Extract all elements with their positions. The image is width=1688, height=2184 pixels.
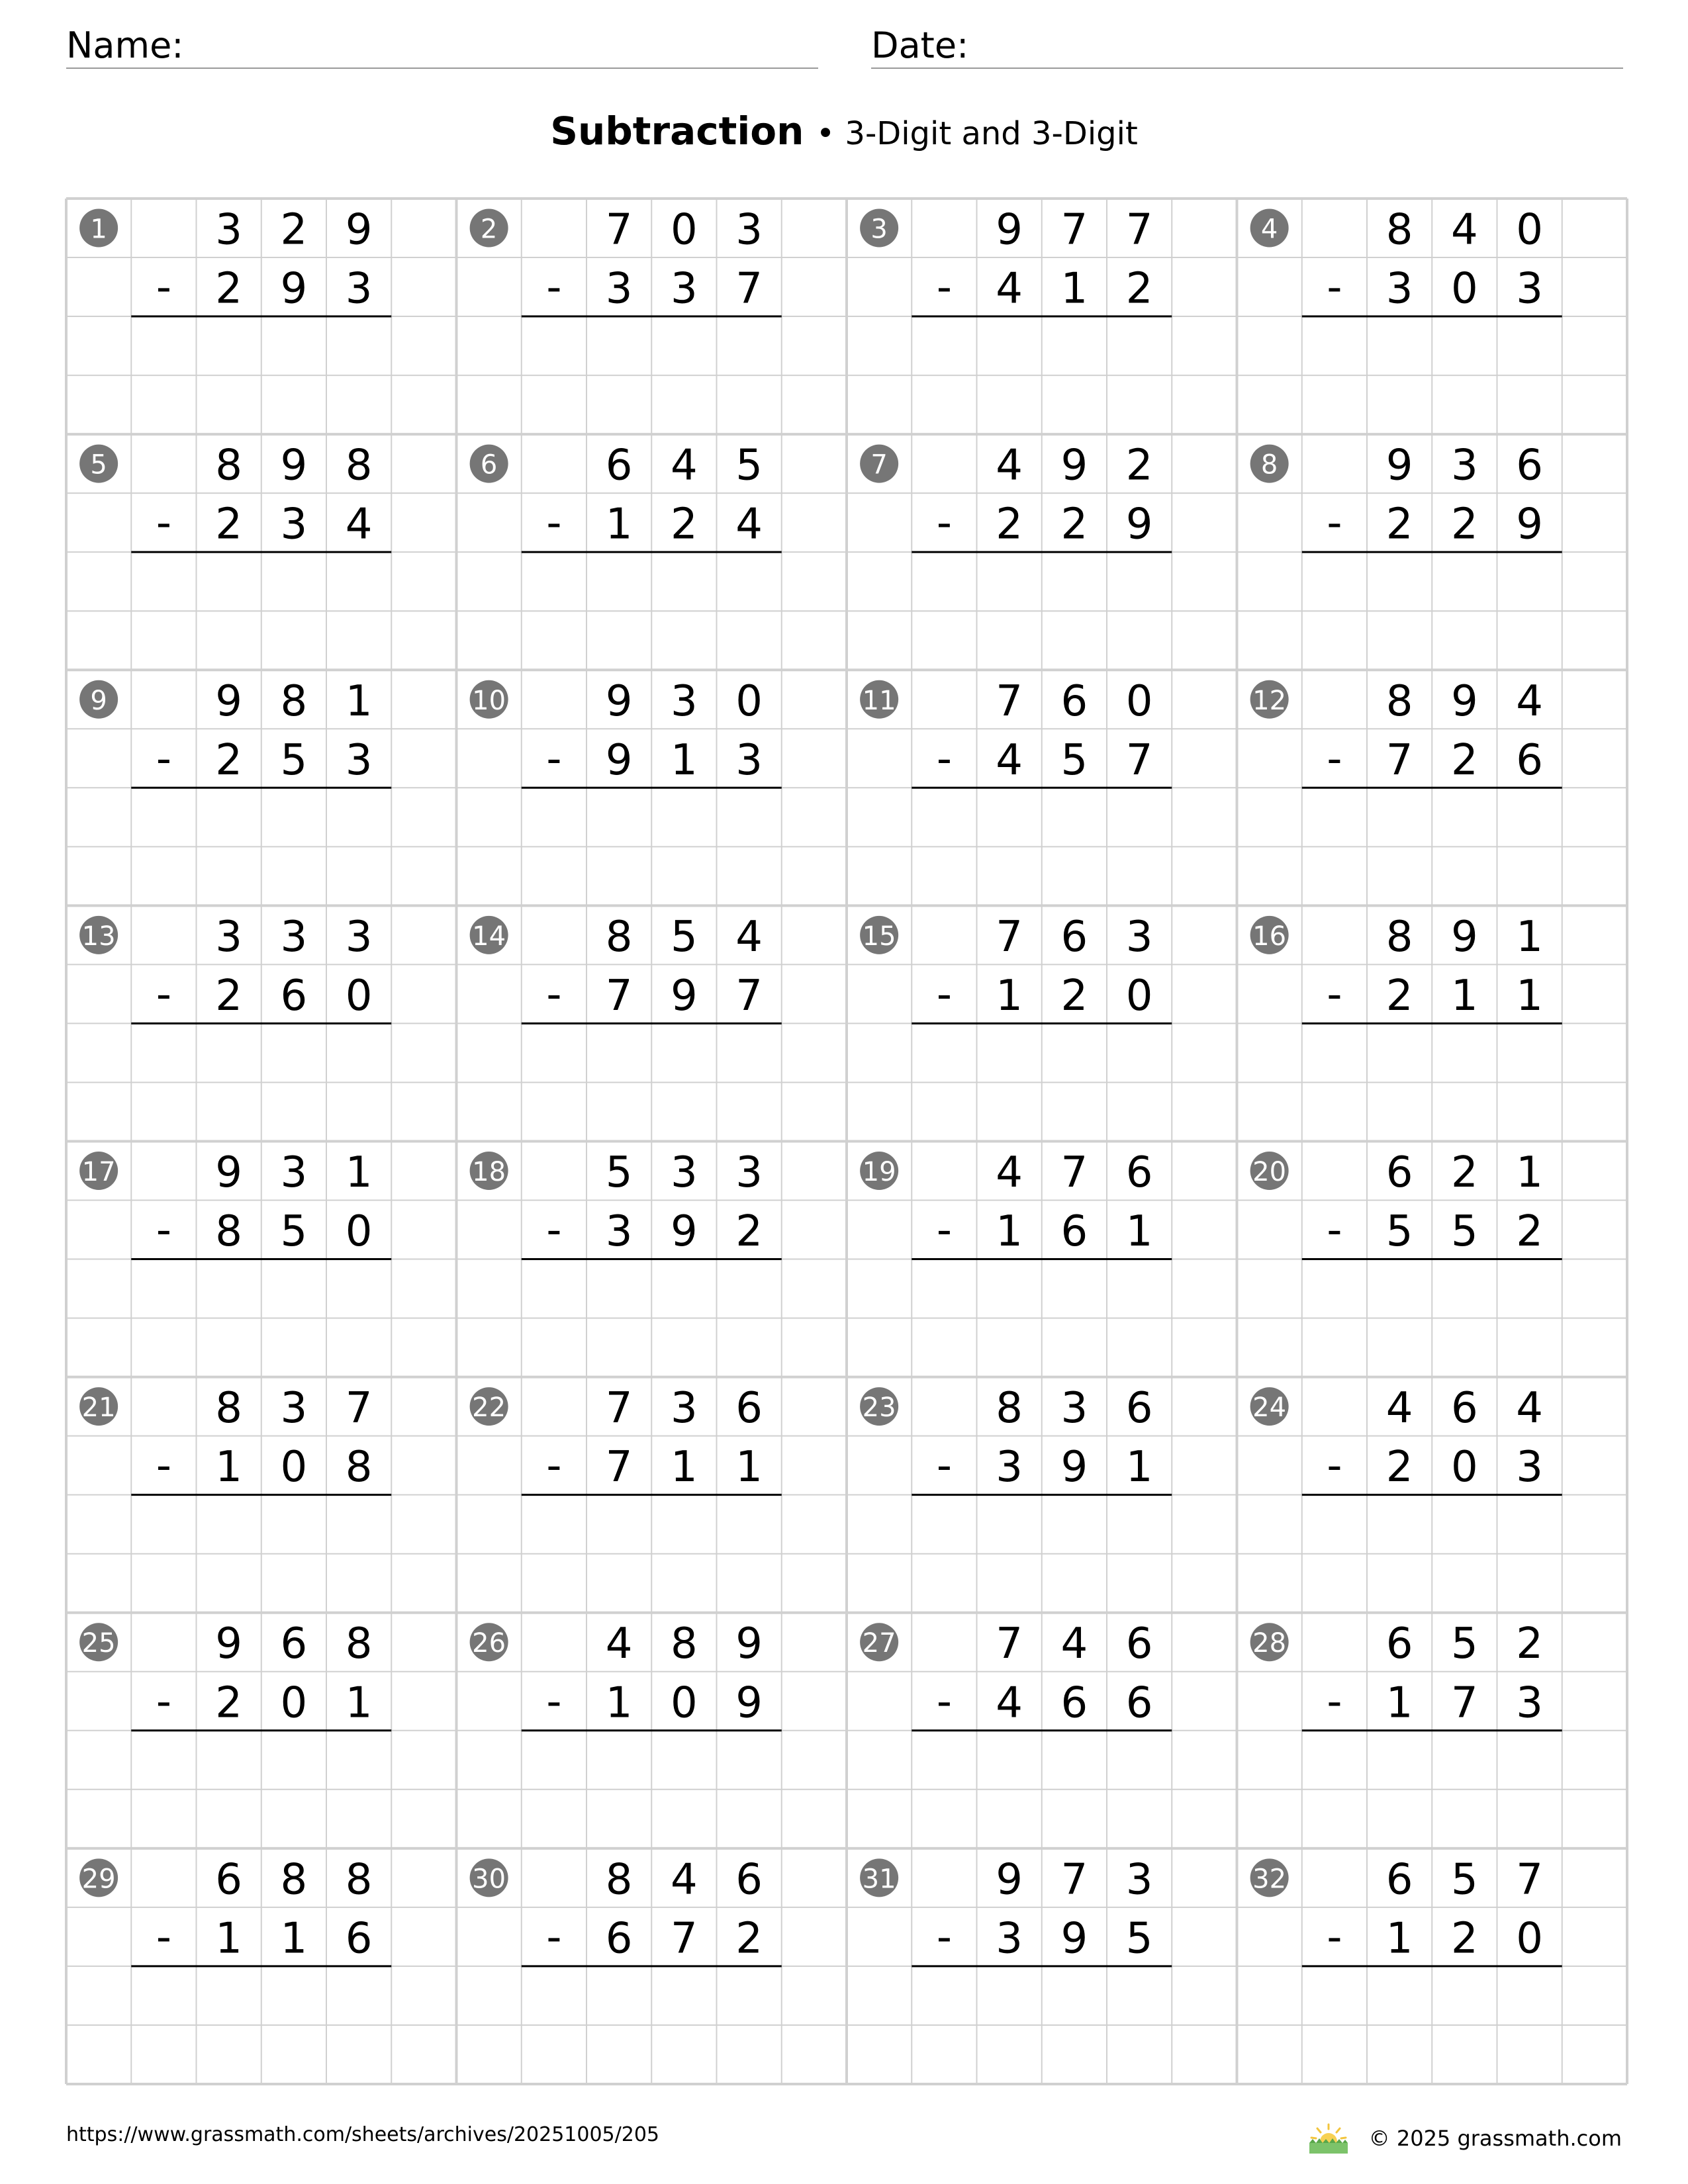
minus-sign: - <box>936 734 952 784</box>
minus-sign: - <box>1327 263 1342 312</box>
top-digit: 8 <box>1385 912 1413 962</box>
top-digit: 7 <box>605 205 633 255</box>
top-digit: 6 <box>1125 1384 1153 1433</box>
problem-number: 13 <box>81 921 116 952</box>
bottom-digit: 6 <box>345 1914 373 1964</box>
bottom-digit: 3 <box>1516 1443 1543 1492</box>
top-digit: 9 <box>280 441 308 490</box>
problem-number: 6 <box>480 449 498 480</box>
bottom-digit: 7 <box>735 971 763 1021</box>
bottom-digit: 1 <box>1385 1678 1413 1728</box>
bottom-digit: 1 <box>671 1443 698 1492</box>
sun-over-grass-icon <box>1305 2122 1352 2155</box>
top-digit: 6 <box>1125 1619 1153 1669</box>
bottom-digit: 4 <box>345 500 373 549</box>
top-digit: 3 <box>280 912 308 962</box>
minus-sign: - <box>546 498 562 548</box>
bottom-digit: 8 <box>345 1443 373 1492</box>
problem-number: 7 <box>870 449 888 480</box>
bottom-digit: 1 <box>671 735 698 785</box>
footer-copyright: © 2025 grassmath.com <box>1368 2126 1622 2151</box>
bottom-digit: 3 <box>605 1207 633 1257</box>
top-digit: 8 <box>345 1855 373 1905</box>
bottom-digit: 9 <box>1125 500 1153 549</box>
top-digit: 4 <box>1060 1619 1088 1669</box>
minus-sign: - <box>546 1677 562 1727</box>
top-digit: 6 <box>1516 441 1543 490</box>
bottom-digit: 1 <box>280 1914 308 1964</box>
top-digit: 5 <box>1451 1855 1478 1905</box>
problem-number: 4 <box>1260 214 1278 245</box>
bottom-digit: 3 <box>671 264 698 314</box>
problem-number: 31 <box>862 1864 896 1895</box>
minus-sign: - <box>1327 1206 1342 1255</box>
minus-sign: - <box>546 1913 562 1962</box>
bottom-digit: 2 <box>996 500 1023 549</box>
bottom-digit: 9 <box>1516 500 1543 549</box>
minus-sign: - <box>546 1441 562 1491</box>
problem-number: 20 <box>1252 1156 1287 1187</box>
top-digit: 8 <box>345 1619 373 1669</box>
top-digit: 3 <box>280 1148 308 1197</box>
footer-url: https://www.grassmath.com/sheets/archives/20251005/205 <box>66 2123 660 2146</box>
bottom-digit: 2 <box>215 500 242 549</box>
top-digit: 4 <box>1516 676 1543 726</box>
problem-number: 22 <box>472 1392 506 1424</box>
bottom-digit: 3 <box>1385 264 1413 314</box>
problem-number: 25 <box>81 1628 116 1659</box>
problem-number: 8 <box>1260 449 1278 480</box>
top-digit: 8 <box>280 676 308 726</box>
top-digit: 7 <box>1516 1855 1543 1905</box>
top-digit: 8 <box>345 441 373 490</box>
top-digit: 3 <box>735 205 763 255</box>
minus-sign: - <box>546 970 562 1019</box>
bottom-digit: 6 <box>1516 735 1543 785</box>
top-digit: 1 <box>345 1148 373 1197</box>
bottom-digit: 1 <box>1451 971 1478 1021</box>
top-digit: 9 <box>1451 912 1478 962</box>
top-digit: 8 <box>215 441 242 490</box>
bottom-digit: 0 <box>345 1207 373 1257</box>
bottom-digit: 1 <box>605 1678 633 1728</box>
minus-sign: - <box>936 1913 952 1962</box>
top-digit: 6 <box>215 1855 242 1905</box>
top-digit: 9 <box>1451 676 1478 726</box>
top-digit: 3 <box>1451 441 1478 490</box>
bottom-digit: 5 <box>280 1207 308 1257</box>
top-digit: 9 <box>1060 441 1088 490</box>
minus-sign: - <box>156 263 171 312</box>
bottom-digit: 1 <box>1060 264 1088 314</box>
top-digit: 8 <box>605 1855 633 1905</box>
bottom-digit: 2 <box>215 264 242 314</box>
top-digit: 2 <box>1125 441 1153 490</box>
minus-sign: - <box>156 734 171 784</box>
bottom-digit: 3 <box>605 264 633 314</box>
footer-copyright-block <box>1305 2122 1622 2155</box>
minus-sign: - <box>1327 1913 1342 1962</box>
top-digit: 6 <box>1060 912 1088 962</box>
bottom-digit: 7 <box>1125 735 1153 785</box>
bottom-digit: 1 <box>996 971 1023 1021</box>
bottom-digit: 1 <box>1125 1443 1153 1492</box>
top-digit: 7 <box>996 1619 1023 1669</box>
bottom-digit: 2 <box>215 971 242 1021</box>
problem-number: 12 <box>1252 685 1287 716</box>
bottom-digit: 0 <box>1125 971 1153 1021</box>
bottom-digit: 3 <box>280 500 308 549</box>
top-digit: 3 <box>1060 1384 1088 1433</box>
problem-number: 14 <box>472 921 506 952</box>
bottom-digit: 2 <box>735 1914 763 1964</box>
bottom-digit: 2 <box>1125 264 1153 314</box>
bottom-digit: 9 <box>735 1678 763 1728</box>
problem-number: 18 <box>472 1156 506 1187</box>
bottom-digit: 5 <box>1125 1914 1153 1964</box>
top-digit: 4 <box>996 441 1023 490</box>
bottom-digit: 0 <box>1516 1914 1543 1964</box>
bottom-digit: 1 <box>1516 971 1543 1021</box>
top-digit: 4 <box>605 1619 633 1669</box>
top-digit: 4 <box>735 912 763 962</box>
top-digit: 6 <box>280 1619 308 1669</box>
problem-number: 23 <box>862 1392 896 1424</box>
top-digit: 2 <box>1516 1619 1543 1669</box>
top-digit: 9 <box>996 205 1023 255</box>
minus-sign: - <box>546 263 562 312</box>
bottom-digit: 0 <box>1451 264 1478 314</box>
top-digit: 4 <box>671 441 698 490</box>
bottom-digit: 0 <box>345 971 373 1021</box>
bottom-digit: 4 <box>996 1678 1023 1728</box>
top-digit: 8 <box>996 1384 1023 1433</box>
bottom-digit: 1 <box>1125 1207 1153 1257</box>
minus-sign: - <box>1327 1677 1342 1727</box>
bottom-digit: 1 <box>605 500 633 549</box>
top-digit: 4 <box>996 1148 1023 1197</box>
bottom-digit: 2 <box>1385 1443 1413 1492</box>
bottom-digit: 7 <box>735 264 763 314</box>
top-digit: 6 <box>1125 1148 1153 1197</box>
top-digit: 4 <box>671 1855 698 1905</box>
bottom-digit: 2 <box>1451 735 1478 785</box>
bottom-digit: 9 <box>605 735 633 785</box>
minus-sign: - <box>546 1206 562 1255</box>
title-main: Subtraction <box>550 109 804 154</box>
minus-sign: - <box>156 970 171 1019</box>
bottom-digit: 1 <box>735 1443 763 1492</box>
top-digit: 8 <box>1385 205 1413 255</box>
top-digit: 9 <box>215 1619 242 1669</box>
top-digit: 6 <box>1385 1855 1413 1905</box>
top-digit: 7 <box>1060 205 1088 255</box>
top-digit: 9 <box>605 676 633 726</box>
bottom-digit: 3 <box>1516 264 1543 314</box>
minus-sign: - <box>936 1677 952 1727</box>
top-digit: 1 <box>1516 1148 1543 1197</box>
top-digit: 5 <box>1451 1619 1478 1669</box>
bottom-digit: 6 <box>605 1914 633 1964</box>
top-digit: 3 <box>1125 912 1153 962</box>
minus-sign: - <box>156 1913 171 1962</box>
problem-number: 15 <box>862 921 896 952</box>
minus-sign: - <box>936 1441 952 1491</box>
top-digit: 3 <box>215 912 242 962</box>
minus-sign: - <box>936 498 952 548</box>
problem-number: 2 <box>480 214 498 245</box>
bottom-digit: 5 <box>1060 735 1088 785</box>
problem-number: 3 <box>870 214 888 245</box>
top-digit: 3 <box>671 676 698 726</box>
top-digit: 6 <box>735 1855 763 1905</box>
bottom-digit: 6 <box>280 971 308 1021</box>
bottom-digit: 3 <box>1516 1678 1543 1728</box>
top-digit: 6 <box>1385 1148 1413 1197</box>
bottom-digit: 2 <box>1385 971 1413 1021</box>
bottom-digit: 1 <box>345 1678 373 1728</box>
bottom-digit: 6 <box>1060 1678 1088 1728</box>
top-digit: 5 <box>735 441 763 490</box>
minus-sign: - <box>1327 734 1342 784</box>
bottom-digit: 4 <box>996 264 1023 314</box>
top-digit: 9 <box>1385 441 1413 490</box>
top-digit: 5 <box>605 1148 633 1197</box>
bottom-digit: 7 <box>671 1914 698 1964</box>
top-digit: 8 <box>605 912 633 962</box>
top-digit: 0 <box>671 205 698 255</box>
bottom-digit: 5 <box>1385 1207 1413 1257</box>
top-digit: 9 <box>735 1619 763 1669</box>
bottom-digit: 2 <box>1451 1914 1478 1964</box>
problem-number: 5 <box>90 449 107 480</box>
problem-number: 27 <box>862 1628 896 1659</box>
minus-sign: - <box>936 1206 952 1255</box>
bottom-digit: 2 <box>215 735 242 785</box>
top-digit: 5 <box>671 912 698 962</box>
bottom-digit: 7 <box>1385 735 1413 785</box>
bottom-digit: 1 <box>1385 1914 1413 1964</box>
top-digit: 9 <box>215 1148 242 1197</box>
problem-number: 29 <box>81 1864 116 1895</box>
bottom-digit: 2 <box>1516 1207 1543 1257</box>
bottom-digit: 5 <box>1451 1207 1478 1257</box>
top-digit: 9 <box>215 676 242 726</box>
top-digit: 4 <box>1516 1384 1543 1433</box>
bottom-digit: 0 <box>671 1678 698 1728</box>
bottom-digit: 7 <box>605 1443 633 1492</box>
bottom-digit: 2 <box>1060 971 1088 1021</box>
top-digit: 7 <box>1125 205 1153 255</box>
problem-number: 24 <box>1252 1392 1287 1424</box>
top-digit: 7 <box>996 912 1023 962</box>
top-digit: 0 <box>1516 205 1543 255</box>
top-digit: 8 <box>1385 676 1413 726</box>
top-digit: 3 <box>671 1148 698 1197</box>
top-digit: 9 <box>345 205 373 255</box>
problem-number: 17 <box>81 1156 116 1187</box>
bottom-digit: 0 <box>280 1678 308 1728</box>
problem-number: 1 <box>90 214 107 245</box>
top-digit: 8 <box>215 1384 242 1433</box>
top-digit: 4 <box>1451 205 1478 255</box>
bottom-digit: 9 <box>280 264 308 314</box>
problem-number: 30 <box>472 1864 506 1895</box>
bottom-digit: 1 <box>215 1443 242 1492</box>
problem-number: 19 <box>862 1156 896 1187</box>
top-digit: 4 <box>1385 1384 1413 1433</box>
bottom-digit: 2 <box>735 1207 763 1257</box>
bottom-digit: 4 <box>735 500 763 549</box>
bottom-digit: 2 <box>1060 500 1088 549</box>
problem-number: 10 <box>472 685 506 716</box>
top-digit: 7 <box>605 1384 633 1433</box>
top-digit: 7 <box>996 676 1023 726</box>
bottom-digit: 2 <box>1451 500 1478 549</box>
top-digit: 6 <box>1060 676 1088 726</box>
bottom-digit: 3 <box>996 1443 1023 1492</box>
minus-sign: - <box>936 263 952 312</box>
top-digit: 0 <box>1125 676 1153 726</box>
bottom-digit: 3 <box>345 735 373 785</box>
bottom-digit: 3 <box>996 1914 1023 1964</box>
top-digit: 6 <box>605 441 633 490</box>
top-digit: 3 <box>1125 1855 1153 1905</box>
minus-sign: - <box>546 734 562 784</box>
bottom-digit: 9 <box>671 971 698 1021</box>
bottom-digit: 9 <box>671 1207 698 1257</box>
top-digit: 2 <box>280 205 308 255</box>
minus-sign: - <box>1327 970 1342 1019</box>
bottom-digit: 2 <box>215 1678 242 1728</box>
bottom-digit: 3 <box>735 735 763 785</box>
problem-number: 9 <box>90 685 107 716</box>
top-digit: 1 <box>1516 912 1543 962</box>
problem-number: 32 <box>1252 1864 1287 1895</box>
problem-number: 21 <box>81 1392 116 1424</box>
top-digit: 3 <box>215 205 242 255</box>
date-label: Date: <box>871 24 969 66</box>
bottom-digit: 2 <box>671 500 698 549</box>
top-digit: 8 <box>280 1855 308 1905</box>
bottom-digit: 5 <box>280 735 308 785</box>
bottom-digit: 6 <box>1060 1207 1088 1257</box>
minus-sign: - <box>1327 498 1342 548</box>
problem-number: 16 <box>1252 921 1287 952</box>
problem-number: 11 <box>862 685 896 716</box>
top-digit: 7 <box>1060 1855 1088 1905</box>
problem-number: 26 <box>472 1628 506 1659</box>
bottom-digit: 3 <box>345 264 373 314</box>
bottom-digit: 7 <box>605 971 633 1021</box>
problem-number: 28 <box>1252 1628 1287 1659</box>
top-digit: 0 <box>735 676 763 726</box>
bottom-digit: 1 <box>215 1914 242 1964</box>
minus-sign: - <box>156 1206 171 1255</box>
top-digit: 7 <box>345 1384 373 1433</box>
bottom-digit: 9 <box>1060 1914 1088 1964</box>
bottom-digit: 1 <box>996 1207 1023 1257</box>
name-label: Name: <box>66 24 184 66</box>
top-digit: 8 <box>671 1619 698 1669</box>
minus-sign: - <box>936 970 952 1019</box>
bottom-digit: 4 <box>996 735 1023 785</box>
bottom-digit: 9 <box>1060 1443 1088 1492</box>
top-digit: 3 <box>345 912 373 962</box>
bottom-digit: 0 <box>1451 1443 1478 1492</box>
top-digit: 7 <box>1060 1148 1088 1197</box>
bottom-digit: 0 <box>280 1443 308 1492</box>
top-digit: 3 <box>671 1384 698 1433</box>
top-digit: 2 <box>1451 1148 1478 1197</box>
top-digit: 3 <box>735 1148 763 1197</box>
minus-sign: - <box>156 1441 171 1491</box>
bottom-digit: 6 <box>1125 1678 1153 1728</box>
minus-sign: - <box>156 498 171 548</box>
top-digit: 6 <box>1451 1384 1478 1433</box>
title-subtitle: • 3-Digit and 3-Digit <box>816 115 1138 152</box>
top-digit: 9 <box>996 1855 1023 1905</box>
top-digit: 6 <box>1385 1619 1413 1669</box>
minus-sign: - <box>1327 1441 1342 1491</box>
top-digit: 3 <box>280 1384 308 1433</box>
bottom-digit: 8 <box>215 1207 242 1257</box>
top-digit: 6 <box>735 1384 763 1433</box>
minus-sign: - <box>156 1677 171 1727</box>
bottom-digit: 2 <box>1385 500 1413 549</box>
top-digit: 1 <box>345 676 373 726</box>
bottom-digit: 7 <box>1451 1678 1478 1728</box>
